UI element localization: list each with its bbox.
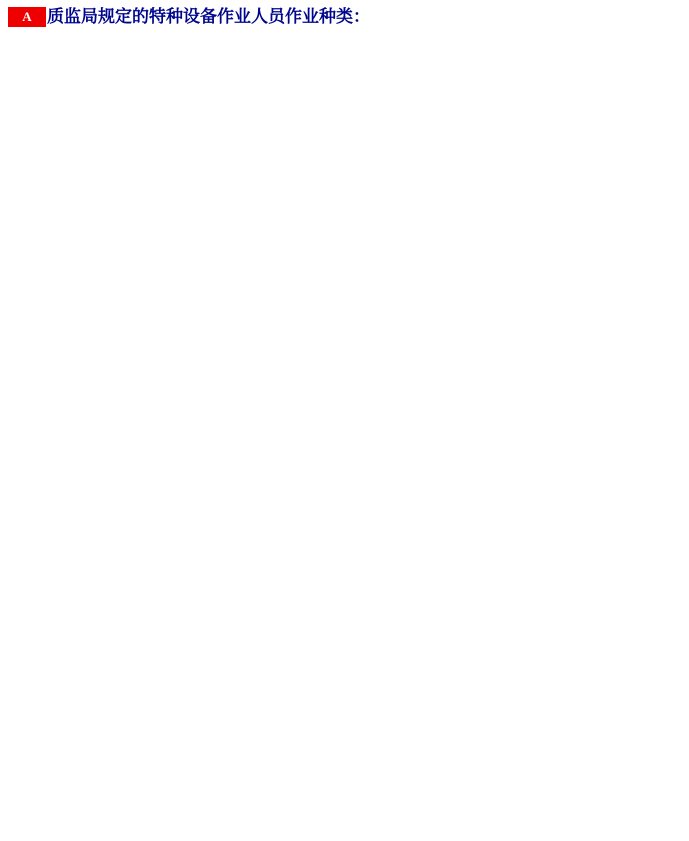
page-title: 质监局规定的特种设备作业人员作业种类： <box>47 7 370 26</box>
page-header <box>0 0 689 28</box>
section-badge: A <box>8 7 46 27</box>
